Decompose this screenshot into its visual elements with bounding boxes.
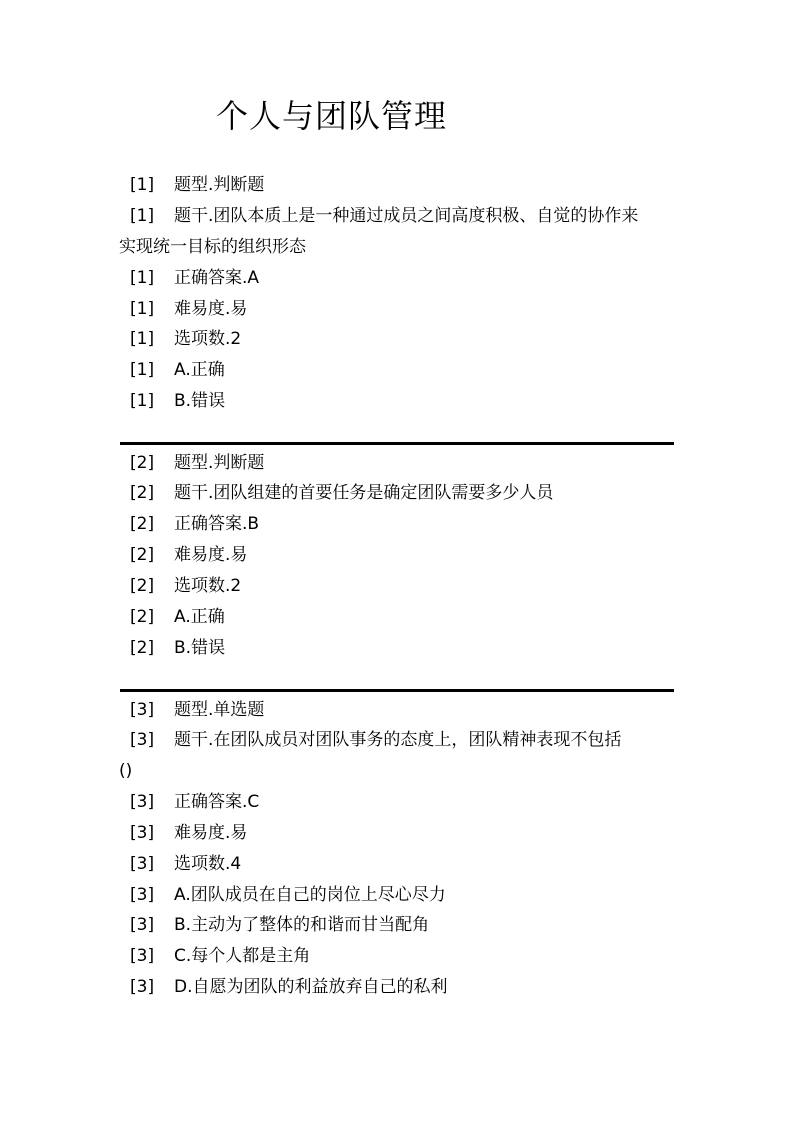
question-difficulty: 难易度.易 [174,823,248,843]
question-number: [1] [130,268,155,288]
question-number: [2] [130,638,155,658]
question-number: [3] [130,885,155,905]
question-type: 题型.判断题 [174,175,265,195]
question-answer-line [130,791,259,813]
question-number: [2] [130,453,155,473]
question-type: 题型.判断题 [174,453,265,473]
question-number: [2] [130,483,155,503]
question-type: 题型.单选题 [174,700,265,720]
question-option: D.自愿为团队的利益放弃自己的私利 [174,977,448,997]
question-type-line [130,699,264,721]
question-separator [120,442,674,445]
question-number: [3] [130,977,155,997]
question-number: [3] [130,700,155,720]
question-option-line [130,390,225,412]
question-number: [3] [130,792,155,812]
question-answer-line [130,267,259,289]
question-number: [2] [130,607,155,627]
question-option: C.每个人都是主角 [174,946,311,966]
question-answer-line [130,513,259,535]
question-option-line [130,637,225,659]
question-option-count: 选项数.4 [174,854,242,874]
question-stem-line [130,205,638,227]
question-separator [120,689,674,692]
question-number: [2] [130,576,155,596]
question-stem: 题干.团队本质上是一种通过成员之间高度积极、自觉的协作来 [174,206,639,226]
question-stem-line [130,482,553,504]
question-option-line [130,914,429,936]
question-number: [3] [130,854,155,874]
question-option-count-line [130,575,241,597]
question-stem: 题干.在团队成员对团队事务的态度上，团队精神表现不包括 [174,730,622,750]
question-number: [2] [130,514,155,534]
question-number: [1] [130,360,155,380]
question-number: [3] [130,730,155,750]
question-difficulty-line [130,822,247,844]
question-number: [3] [130,823,155,843]
question-option: B.错误 [174,638,226,658]
question-answer: 正确答案.B [174,514,260,534]
question-number: [3] [130,915,155,935]
question-stem-continuation: 实现统一目标的组织形态 [119,237,306,257]
question-difficulty-line [130,544,247,566]
question-number: [1] [130,175,155,195]
question-option-count-line [130,328,241,350]
question-number: [1] [130,206,155,226]
question-option-count-line [130,853,241,875]
question-option: B.主动为了整体的和谐而甘当配角 [174,915,430,935]
question-stem: 题干.团队组建的首要任务是确定团队需要多少人员 [174,483,554,503]
question-difficulty-line [130,298,247,320]
question-option: A.团队成员在自己的岗位上尽心尽力 [174,885,446,905]
question-number: [1] [130,391,155,411]
question-option-line [130,976,448,998]
question-answer: 正确答案.A [174,268,260,288]
question-stem-continuation: () [119,761,133,781]
question-option-count: 选项数.2 [174,576,242,596]
question-number: [1] [130,299,155,319]
question-type-line [130,174,264,196]
question-option-line [130,359,225,381]
question-type-line [130,452,264,474]
question-option: B.错误 [174,391,226,411]
question-option-line [130,945,310,967]
question-option: A.正确 [174,607,225,627]
question-difficulty: 难易度.易 [174,299,248,319]
question-option: A.正确 [174,360,225,380]
question-number: [2] [130,545,155,565]
question-number: [3] [130,946,155,966]
question-answer: 正确答案.C [174,792,260,812]
question-number: [1] [130,329,155,349]
question-option-line [130,606,225,628]
document-title: 个人与团队管理 [216,97,448,135]
question-difficulty: 难易度.易 [174,545,248,565]
question-option-count: 选项数.2 [174,329,242,349]
question-stem-line [130,729,621,751]
question-option-line [130,884,446,906]
